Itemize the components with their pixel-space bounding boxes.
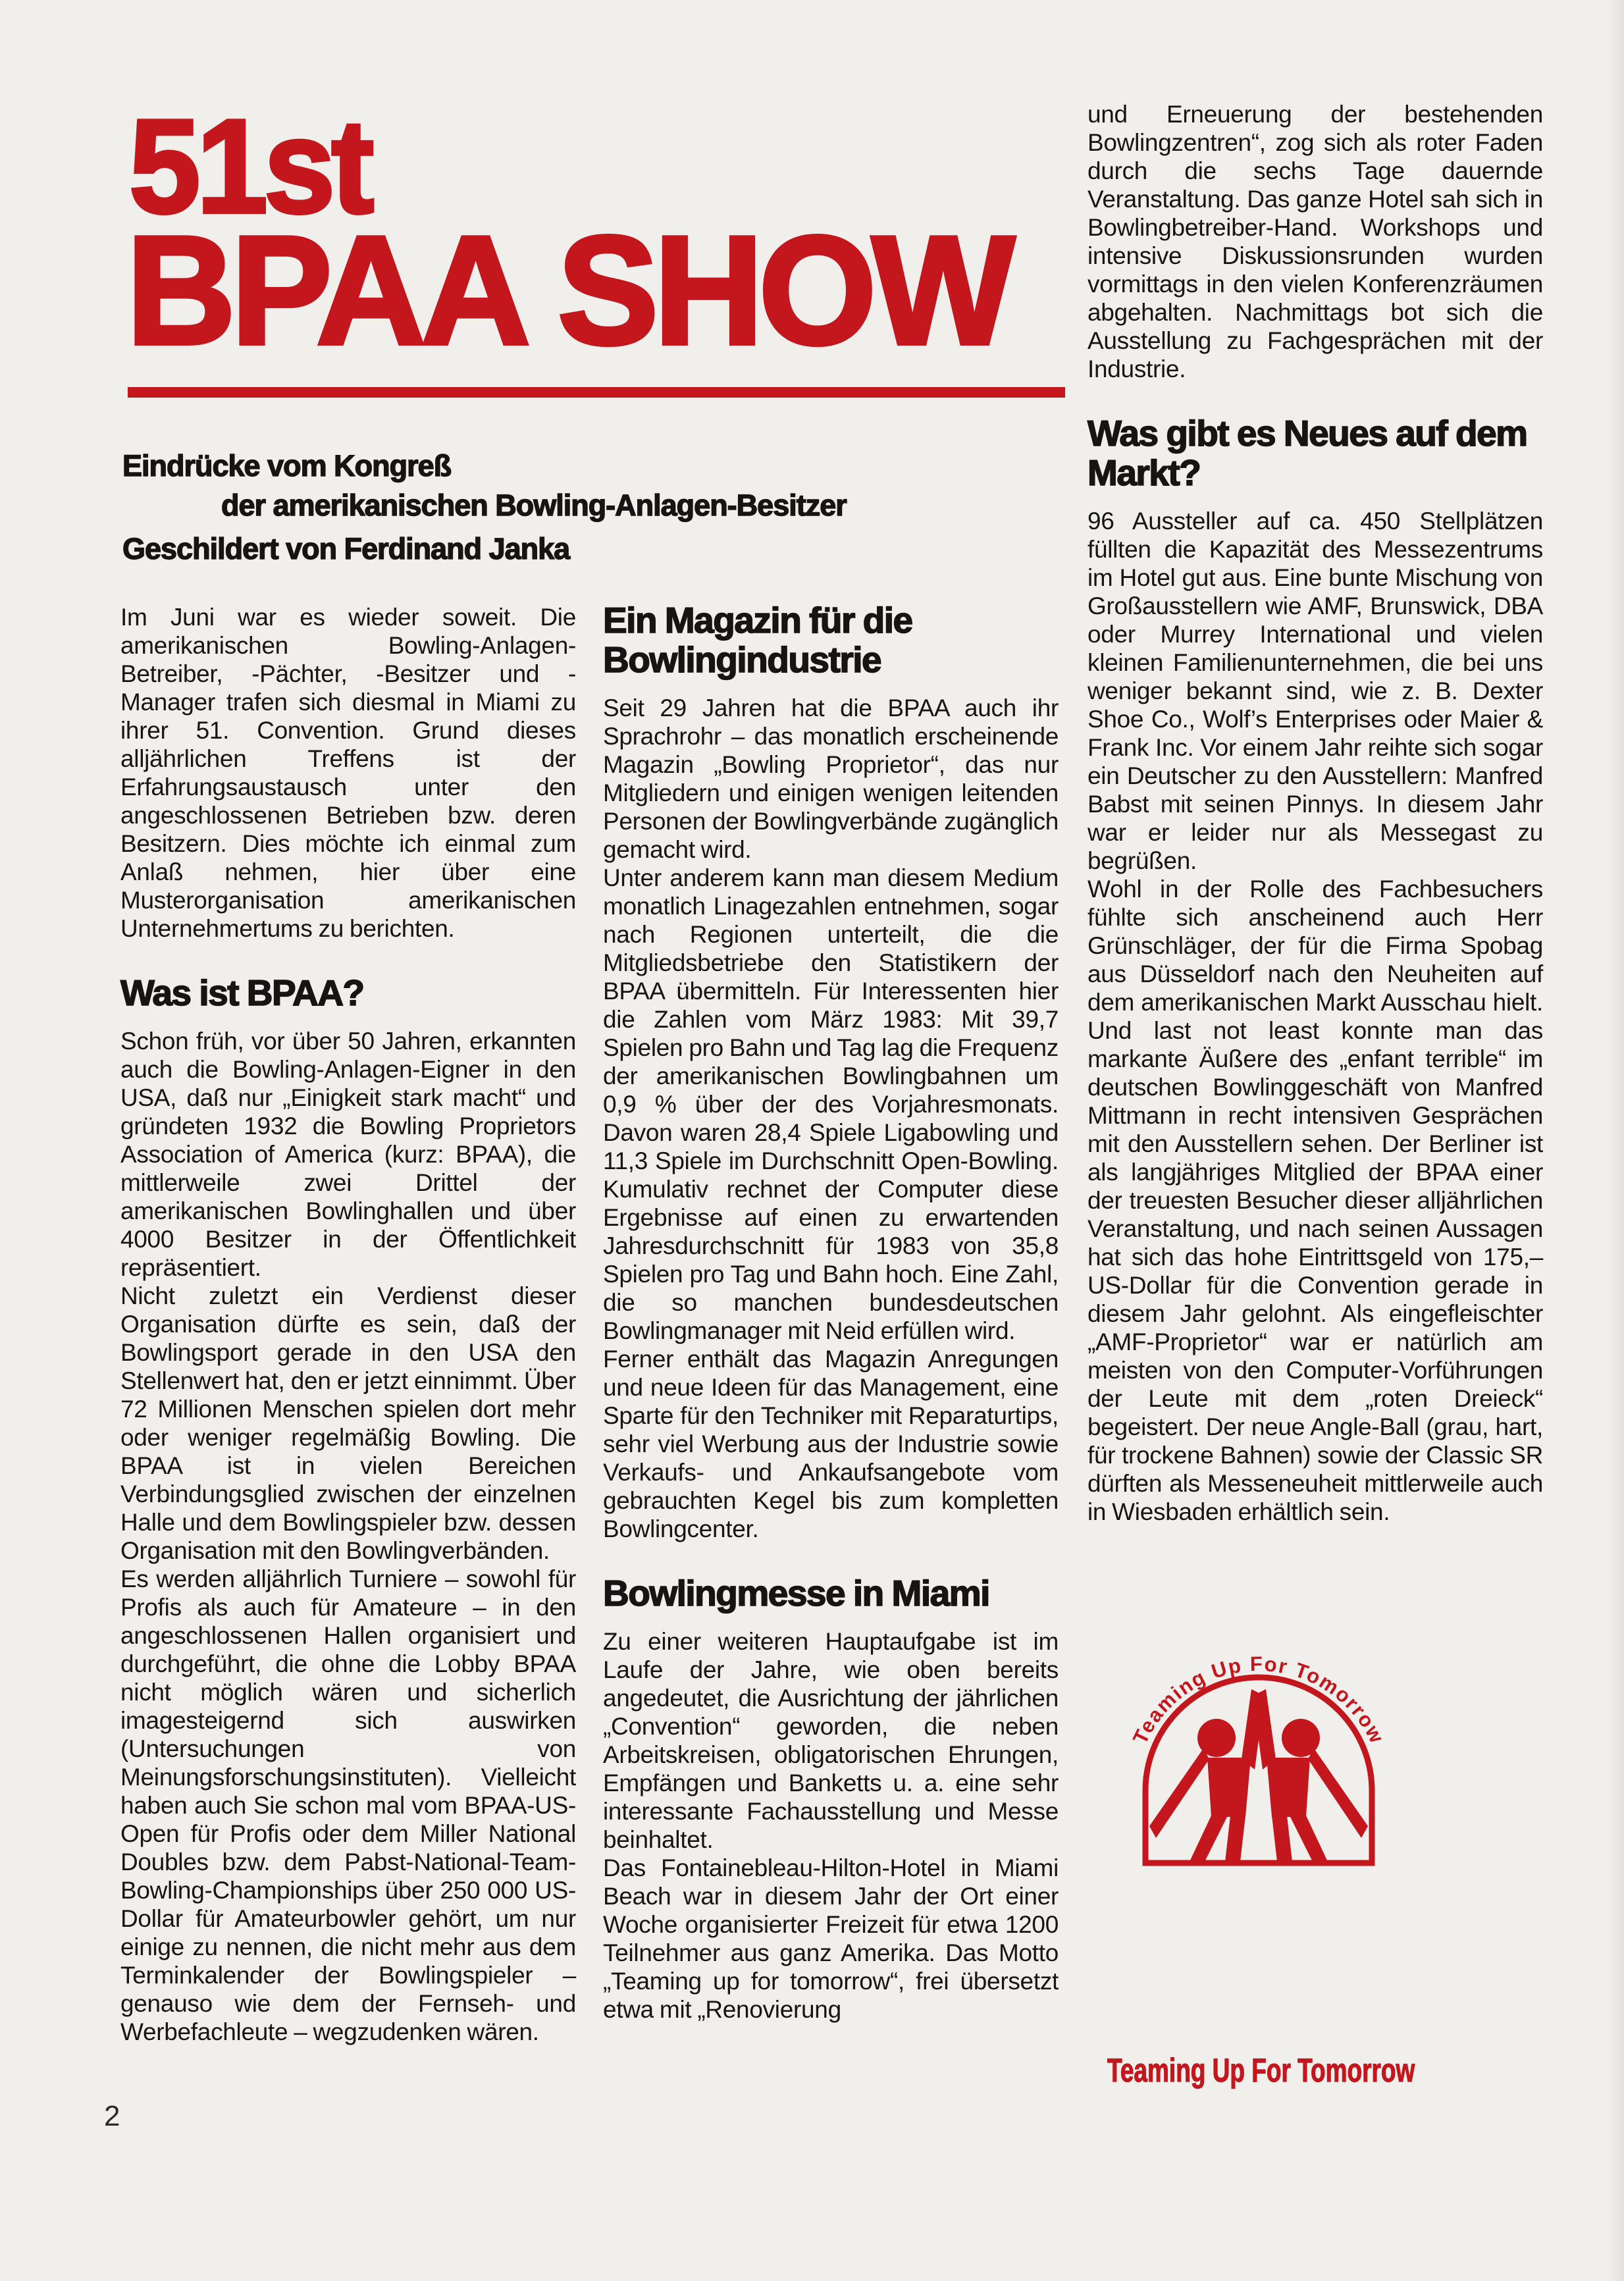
paragraph: und Erneuerung der bestehenden Bowlingzentren“, zog sich als roter Faden durch die sechs Tage dauernde Veranstaltung. Das ganze Hotel sah sich in Bowlingbetreiber-Hand. Workshops und intensive Diskussionsrunden wurden vormittags in den vielen Konferenzräumen abgehalten. Nachmittags bot sich die Ausstellung zu Fachgesprächen mit der Industrie. — [1087, 101, 1543, 382]
paragraph: 96 Aussteller auf ca. 450 Stellplätzen füllten die Kapazität des Messezentrums im Hotel gut aus. Eine bunte Mischung von Großausstellern wie AMF, Brunswick, DBA oder Murrey International und vielen kleinen Familienunternehmen, die bei uns weniger bekannt sind, wie z. B. Dexter Shoe Co., Wolf’s Enterprises oder Maier & Frank Inc. Vor einem Jahr reihte sich sogar ein Deutscher zu den Ausstellern: Manfred Babst mit seinen Pinnys. In diesem Jahr war er leider nur als Messegast zu begrüßen. — [1087, 508, 1543, 874]
byline: Geschildert von Ferdinand Janka — [122, 532, 570, 565]
paragraph: Das Fontainebleau-Hilton-Hotel in Miami Beach war in diesem Jahr der Ort einer Woche organisierter Freizeit für etwa 1200 Teilnehmer aus ganz Amerika. Das Motto „Teaming up for tomorrow“, frei übersetzt etwa mit „Renovierung — [603, 1854, 1059, 2023]
paragraph: Schon früh, vor über 50 Jahren, erkannten auch die Bowling-Anlagen-Eigner in den USA, daß nur „Einigkeit stark macht“ und gründeten 1932 die Bowling Proprietors Association of America (kurz: BPAA), die mittlerweile zwei Drittel der amerikanischen Bowlinghallen und über 4000 Besitzer in der Öffentlichkeit repräsentiert. — [120, 1028, 576, 1281]
teaming-up-logo — [1120, 1625, 1397, 1888]
scan-edge-shadow — [1607, 0, 1624, 2281]
masthead-title-line2: BPAA SHOW — [126, 203, 1010, 377]
teaming-up-logo-icon — [1120, 1625, 1397, 1888]
column-3 — [1087, 100, 1543, 1526]
subtitle-line1: Eindrücke vom Kongreß — [122, 449, 452, 483]
paragraph: Ferner enthält das Magazin Anregungen und neue Ideen für das Management, eine Sparte für den Techniker mit Reparaturtips, sehr viel Werbung aus der Industrie sowie Verkaufs- und Ankaufsangebote vom gebrauchten Kegel bis zum kompletten Bowlingcenter. — [603, 1346, 1059, 1542]
column-2 — [603, 600, 1059, 2024]
subtitle-block — [122, 446, 1110, 569]
paragraph: Wohl in der Rolle des Fachbesuchers fühlte sich anscheinend auch Herr Grünschläger, der für die Firma Spobag aus Düsseldorf nach den Neuheiten auf dem amerikanischen Markt Ausschau hielt. Und last not least konnte man das markante Äußere des „enfant terrible“ im deutschen Bowlinggeschäft von Manfred Mittmann in recht intensiven Gesprächen mit den Ausstellern sehen. Der Berliner ist als langjähriges Mitglied der BPAA einer der treuesten Besucher dieser alljährlichen Veranstaltung, und nach seinen Aussagen hat sich das hohe Eintrittsgeld von 175,– US-Dollar für die Convention gerade in diesem Jahr gelohnt. Als eingefleischter „AMF-Proprietor“ war er natürlich am meisten von den Computer-Vorführungen der Leute mit dem „roten Dreieck“ begeistert. Der neue Angle-Ball (grau, hart, für trockene Bahnen) sowie der Classic SR dürften als Messeneuheit mittlerweile auch in Wiesbaden erhältlich sein. — [1087, 876, 1543, 1525]
paragraph: Es werden alljährlich Turniere – sowohl für Profis als auch für Amateure – in den angeschlossenen Hallen organisiert und durchgeführt, die ohne die Lobby BPAA nicht möglich wären und sicherlich imagesteigernd sich auswirken (Untersuchungen von Meinungsforschungsinstituten). Vielleicht haben auch Sie schon mal vom BPAA-US-Open für Profis oder dem Miller National Doubles bzw. dem Pabst-National-Team-Bowling-Championships über 250 000 US-Dollar für Amateurbowler gehört, um nur einige zu nennen, die nicht mehr aus dem Terminkalender der Bowlingspieler – genauso wie dem der Fernseh- und Werbefachleute – wegzudenken wären. — [120, 1565, 576, 2045]
paragraph: Im Juni war es wieder soweit. Die amerikanischen Bowling-Anlagen-Betreiber, -Pächter, -Besitzer und -Manager trafen sich diesmal in Miami zu ihrer 51. Convention. Grund dieses alljährlichen Treffens ist der Erfahrungsaustausch unter den angeschlossenen Betrieben bzw. deren Besitzern. Dies möchte ich einmal zum Anlaß nehmen, hier über eine Musterorganisation amerikanischen Unternehmertums zu berichten. — [120, 604, 576, 942]
section-heading-magazin: Ein Magazin für die Bowlingindustrie — [603, 600, 912, 680]
section-heading-neues-markt: Was gibt es Neues auf dem Markt? — [1087, 413, 1527, 493]
subtitle-line2: der amerikanischen Bowling-Anlagen-Besitzer — [221, 488, 847, 522]
paragraph: Seit 29 Jahren hat die BPAA auch ihr Sprachrohr – das monatlich erscheinende Magazin „Bowling Proprietor“, das nur Mitgliedern und einigen wenigen leitenden Personen der Bowlingverbände zugänglich gemacht wird. — [603, 695, 1059, 863]
masthead-title-line1: 51st — [129, 92, 371, 242]
masthead-rule — [128, 387, 1065, 398]
paragraph: Nicht zuletzt ein Verdienst dieser Organisation dürfte es sein, daß der Bowlingsport gerade in den USA den Stellenwert hat, den er jetzt einnimmt. Über 72 Millionen Menschen spielen dort mehr oder weniger regelmäßig Bowling. Die BPAA ist in vielen Bereichen Verbindungsglied zwischen der einzelnen Halle und dem Bowlingspieler bzw. dessen Organisation mit den Bowlingverbänden. — [120, 1282, 576, 1564]
logo-arc-label-text: Teaming Up For Tomorrow — [1128, 1652, 1389, 1748]
paragraph: Zu einer weiteren Hauptaufgabe ist im Laufe der Jahre, wie oben bereits angedeutet, die Ausrichtung der jährlichen „Convention“ geworden, die neben Arbeitskreisen, obligatorischen Ehrungen, Empfängen und Banketts u. a. eine sehr interessante Fachausstellung und Messe beinhaltet. — [603, 1628, 1059, 1853]
paragraph: Unter anderem kann man diesem Medium monatlich Linagezahlen entnehmen, sogar nach Regionen unterteilt, die die Mitgliedsbetriebe den Statistikern der BPAA übermitteln. Für Interessenten hier die Zahlen vom März 1983: Mit 39,7 Spielen pro Bahn und Tag lag die Frequenz der amerikanischen Bowlingbahnen um 0,9 % über der des Vorjahresmonats. Davon waren 28,4 Spiele Ligabowling und 11,3 Spiele im Durchschnitt Open-Bowling. Kumulativ rechnet der Computer diese Ergebnisse auf einen zu erwartenden Jahresdurchschnitt für 1983 von 35,8 Spielen pro Tag und Bahn hoch. Eine Zahl, die so manchen bundesdeutschen Bowlingmanager mit Neid erfüllen wird. — [603, 864, 1059, 1344]
section-heading-was-ist-bpaa: Was ist BPAA? — [120, 972, 364, 1013]
column-1 — [120, 603, 576, 2046]
section-heading-bowlingmesse: Bowlingmesse in Miami — [603, 1573, 989, 1613]
page-number: 2 — [104, 2100, 120, 2132]
logo-tagline: Teaming Up For Tomorrow — [1107, 2052, 1415, 2089]
